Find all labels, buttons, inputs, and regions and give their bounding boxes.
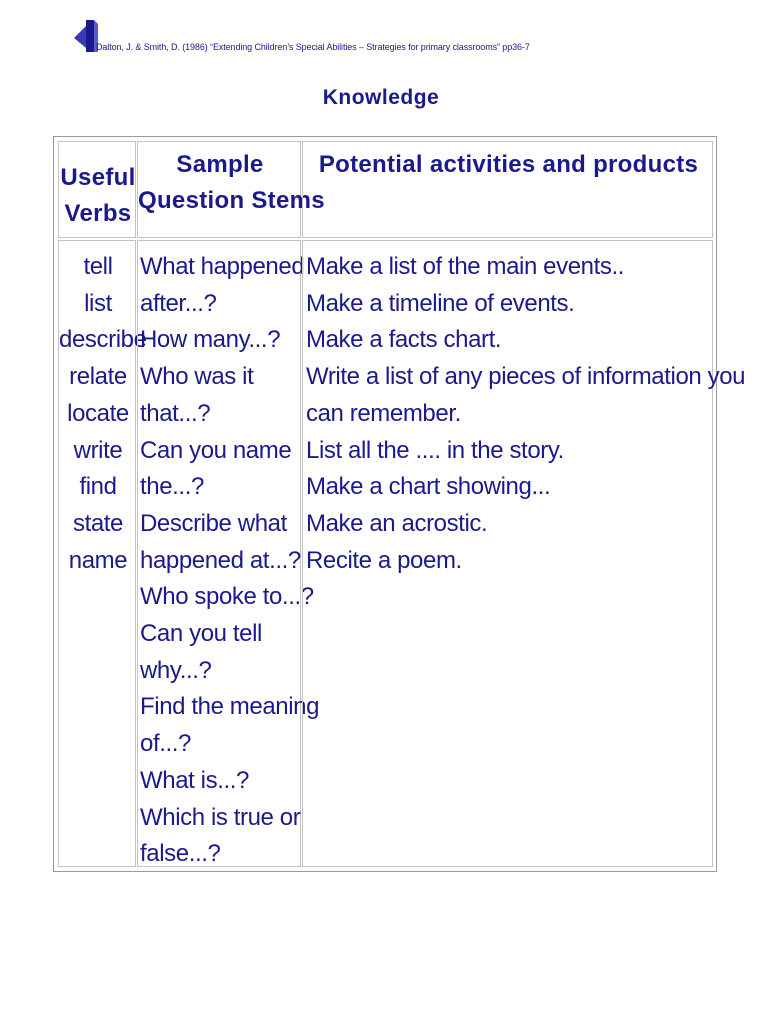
citation-text: Dalton, J. & Smith, D. (1986) “Extending Children’s Special Abilities – Strategies for primary classrooms” pp36-7 (96, 42, 530, 52)
knowledge-table (53, 136, 746, 872)
verbs-cell (58, 240, 147, 867)
question-stem-line: false...? (140, 840, 221, 868)
question-stem-line: Can you name (140, 436, 292, 464)
question-stem-line: the...? (140, 473, 204, 501)
question-stem-line: after...? (140, 289, 217, 317)
question-stem-line: What is...? (140, 766, 249, 794)
header-activities (303, 147, 714, 183)
question-stem-line: that...? (140, 399, 211, 427)
question-stem-line: Can you tell (140, 620, 262, 648)
header-line: Useful (60, 164, 136, 191)
activity-line: Make a timeline of events. (306, 289, 575, 317)
page-title: Knowledge (322, 86, 440, 109)
verb-item: state (72, 509, 124, 537)
header-question-stems (138, 147, 325, 219)
activities-list (306, 249, 745, 579)
activity-line: Make a list of the main events.. (306, 253, 625, 280)
header-useful-verbs (59, 160, 137, 232)
question-stem-line: Who spoke to...? (140, 583, 314, 611)
verbs-list (59, 249, 147, 579)
question-stems-list (140, 249, 319, 873)
page-corner-logo-icon (72, 18, 98, 54)
verb-item: name (68, 546, 128, 574)
verb-item: find (79, 473, 117, 501)
verb-item: tell (83, 253, 113, 280)
header-line: Potential activities and products (318, 151, 699, 178)
question-stem-line: Find the meaning (140, 693, 320, 721)
question-stem-line: Which is true or (140, 803, 301, 831)
header-cell-question-stems (137, 141, 325, 238)
activity-line: Write a list of any pieces of information you (306, 363, 746, 391)
question-stem-line: What happened (140, 253, 305, 280)
question-stem-line: Describe what (140, 509, 287, 537)
header-cell-activities (302, 141, 713, 238)
question-stem-line: happened at...? (140, 546, 301, 574)
verb-item: list (84, 289, 112, 317)
question-stem-line: of...? (140, 730, 191, 758)
activity-line: can remember. (306, 399, 461, 427)
verb-item: describe (59, 326, 147, 354)
verb-item: write (73, 436, 123, 464)
question-stem-line: How many...? (140, 326, 281, 354)
question-stems-cell (137, 240, 320, 868)
header-line: Sample (176, 151, 264, 178)
verb-item: locate (67, 399, 129, 427)
activity-line: List all the .... in the story. (306, 436, 564, 464)
activity-line: Make a facts chart. (306, 326, 502, 354)
header-line: Verbs (64, 200, 132, 227)
verb-item: relate (69, 363, 127, 391)
header-line: Question Stems (138, 187, 325, 214)
question-stem-line: Who was it (140, 363, 254, 391)
activity-line: Recite a poem. (306, 546, 462, 574)
activity-line: Make an acrostic. (306, 509, 488, 537)
question-stem-line: why...? (140, 656, 212, 684)
activity-line: Make a chart showing... (306, 473, 551, 501)
header-cell-useful-verbs (58, 141, 136, 238)
activities-cell (302, 240, 746, 867)
